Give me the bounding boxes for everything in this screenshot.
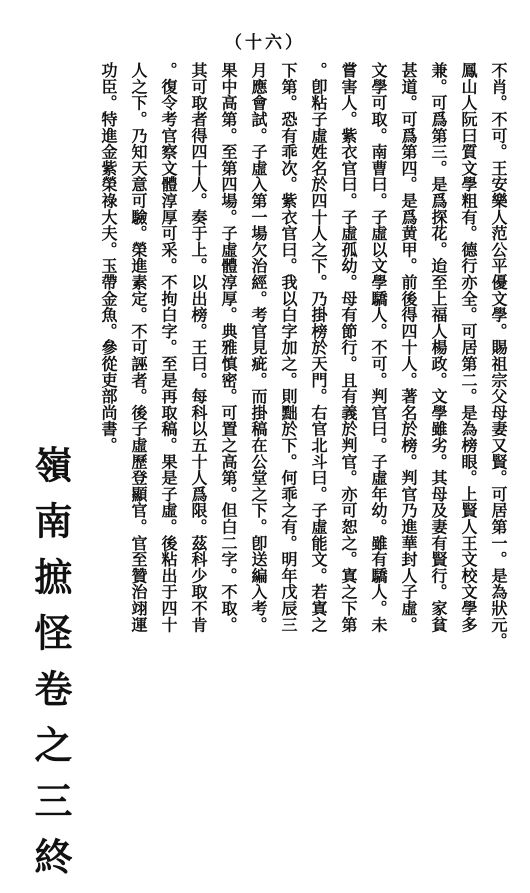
text-column: 兼。可爲第三。是爲探花。迨至上福人楊政。文學雖劣。其母及妻有賢行。家貧	[429, 62, 448, 633]
text-column: 鳳山人阮曰質文學粗有。德行亦全。可居第二。是為榜眼。上賢人王文校文學多	[459, 62, 478, 633]
text-column: 。復令考官察文體淳厚可采。不拘白字。至是再取稿。果是子虛。後粘出于四十	[159, 62, 178, 633]
text-column: 功臣。特進金紫榮祿大夫。玉帶金魚。參從吏部尚書。	[99, 62, 118, 454]
text-column: 下第。恐有乖次。紫衣官曰。我以白字加之。則黜於下。何乖之有。明年戊辰三	[279, 62, 298, 633]
text-column: 人之下。乃知天意可驗。榮進素定。不可誣者。後子虛歷登顯官。官至贊治翊運	[129, 62, 148, 633]
main-text-block	[96, 62, 510, 762]
text-column: 果中高第。至第四場。子虛體淳厚。典雅慎密。可置之高第。但白二字。不取。	[219, 62, 238, 633]
text-column: 文學可取。南曹曰。子虛以文學驕人。不可。判官曰。子虛年幼。雖有驕人。未	[369, 62, 388, 633]
page-number: （十六）	[225, 33, 305, 53]
text-column: 不肖。不可。王安樂人范公平優文學。賜祖宗父母妻又賢。可居第一。是為狀元。	[489, 62, 508, 649]
text-column: 月應會試。子虛入第一場欠治經。考官見疵。而掛稿在公堂之下。卽送編入考。	[249, 62, 268, 633]
text-column: 其可取者得四十人。奏于上。以出榜。王曰。每科以五十人爲限。茲科少取不肯	[189, 62, 208, 633]
text-column: 甚道。可爲第四。是爲黄甲。前後得四十人。著名於榜。判官乃進華封人子虛。	[399, 62, 418, 633]
volume-end-colophon: 嶺南摭怪卷之三終	[28, 445, 73, 893]
text-column: 嘗害人。紫衣官曰。子虛孤幼。母有節行。且有義於判官。亦可恕之。寘之下第	[339, 62, 358, 633]
text-column: 。卽粘子虛姓名於四十人之下。乃掛榜於天門。右官北斗曰。子虛能文。若寘之	[309, 62, 328, 633]
